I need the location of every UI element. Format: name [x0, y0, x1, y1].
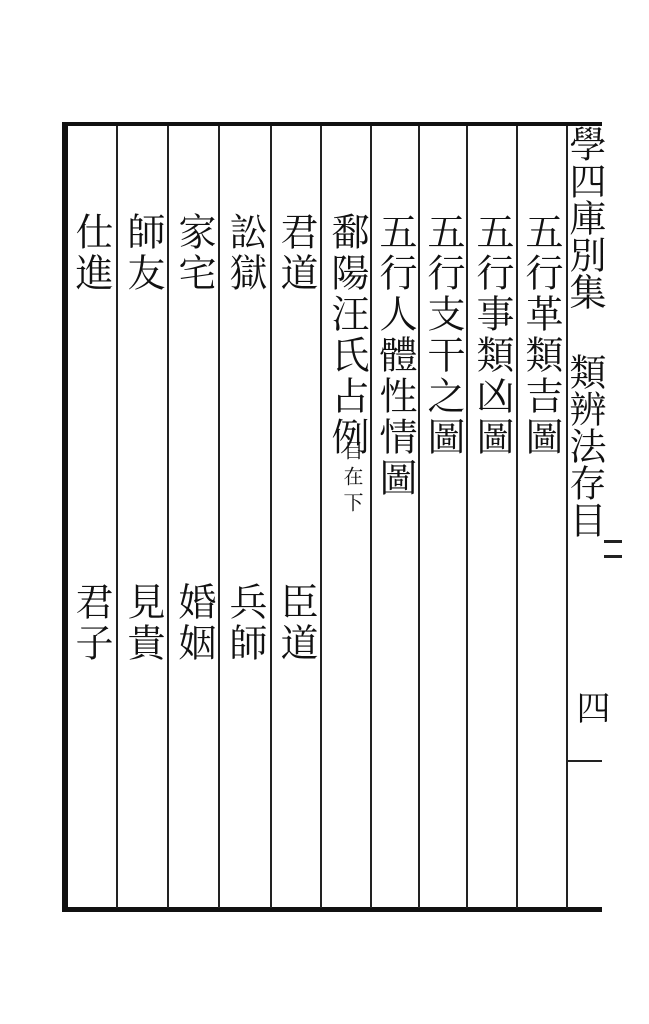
entry-col9-top: 師友 — [121, 212, 165, 294]
entry-col1: 五行革類吉圖 — [519, 212, 563, 458]
column-rule — [370, 126, 372, 908]
column-rule — [320, 126, 322, 908]
entry-col6-bottom: 臣道 — [274, 582, 318, 664]
entry-col6-top: 君道 — [274, 212, 318, 294]
column-rule — [167, 126, 169, 908]
entry-col3: 五行支干之圖 — [421, 212, 465, 458]
page-number: 四 — [570, 690, 610, 724]
entry-col10-top: 仕進 — [69, 212, 113, 294]
entry-col4: 五行人體性情圖 — [373, 212, 417, 499]
column-rule — [116, 126, 118, 908]
entry-col8-top: 家宅 — [172, 212, 216, 294]
entry-col7-bottom: 兵師 — [223, 582, 267, 664]
entry-col8-bottom: 婚姻 — [172, 582, 216, 664]
entry-col2: 五行事類凶圖 — [470, 212, 514, 458]
entry-col9-bottom: 見貴 — [121, 582, 165, 664]
column-rule — [466, 126, 468, 908]
margin-title: 學四庫別集 類辨法存目 — [563, 125, 606, 538]
margin-rule — [566, 760, 602, 762]
entry-col5-note: 目在下 — [340, 440, 364, 518]
column-rule — [516, 126, 518, 908]
column-rule — [418, 126, 420, 908]
fishtail-mark — [604, 540, 622, 558]
column-rule — [270, 126, 272, 908]
entry-col10-bottom: 君子 — [69, 582, 113, 664]
entry-col5-main: 鄱陽汪氏占例 — [325, 212, 369, 458]
column-rule — [218, 126, 220, 908]
entry-col7-top: 訟獄 — [223, 212, 267, 294]
